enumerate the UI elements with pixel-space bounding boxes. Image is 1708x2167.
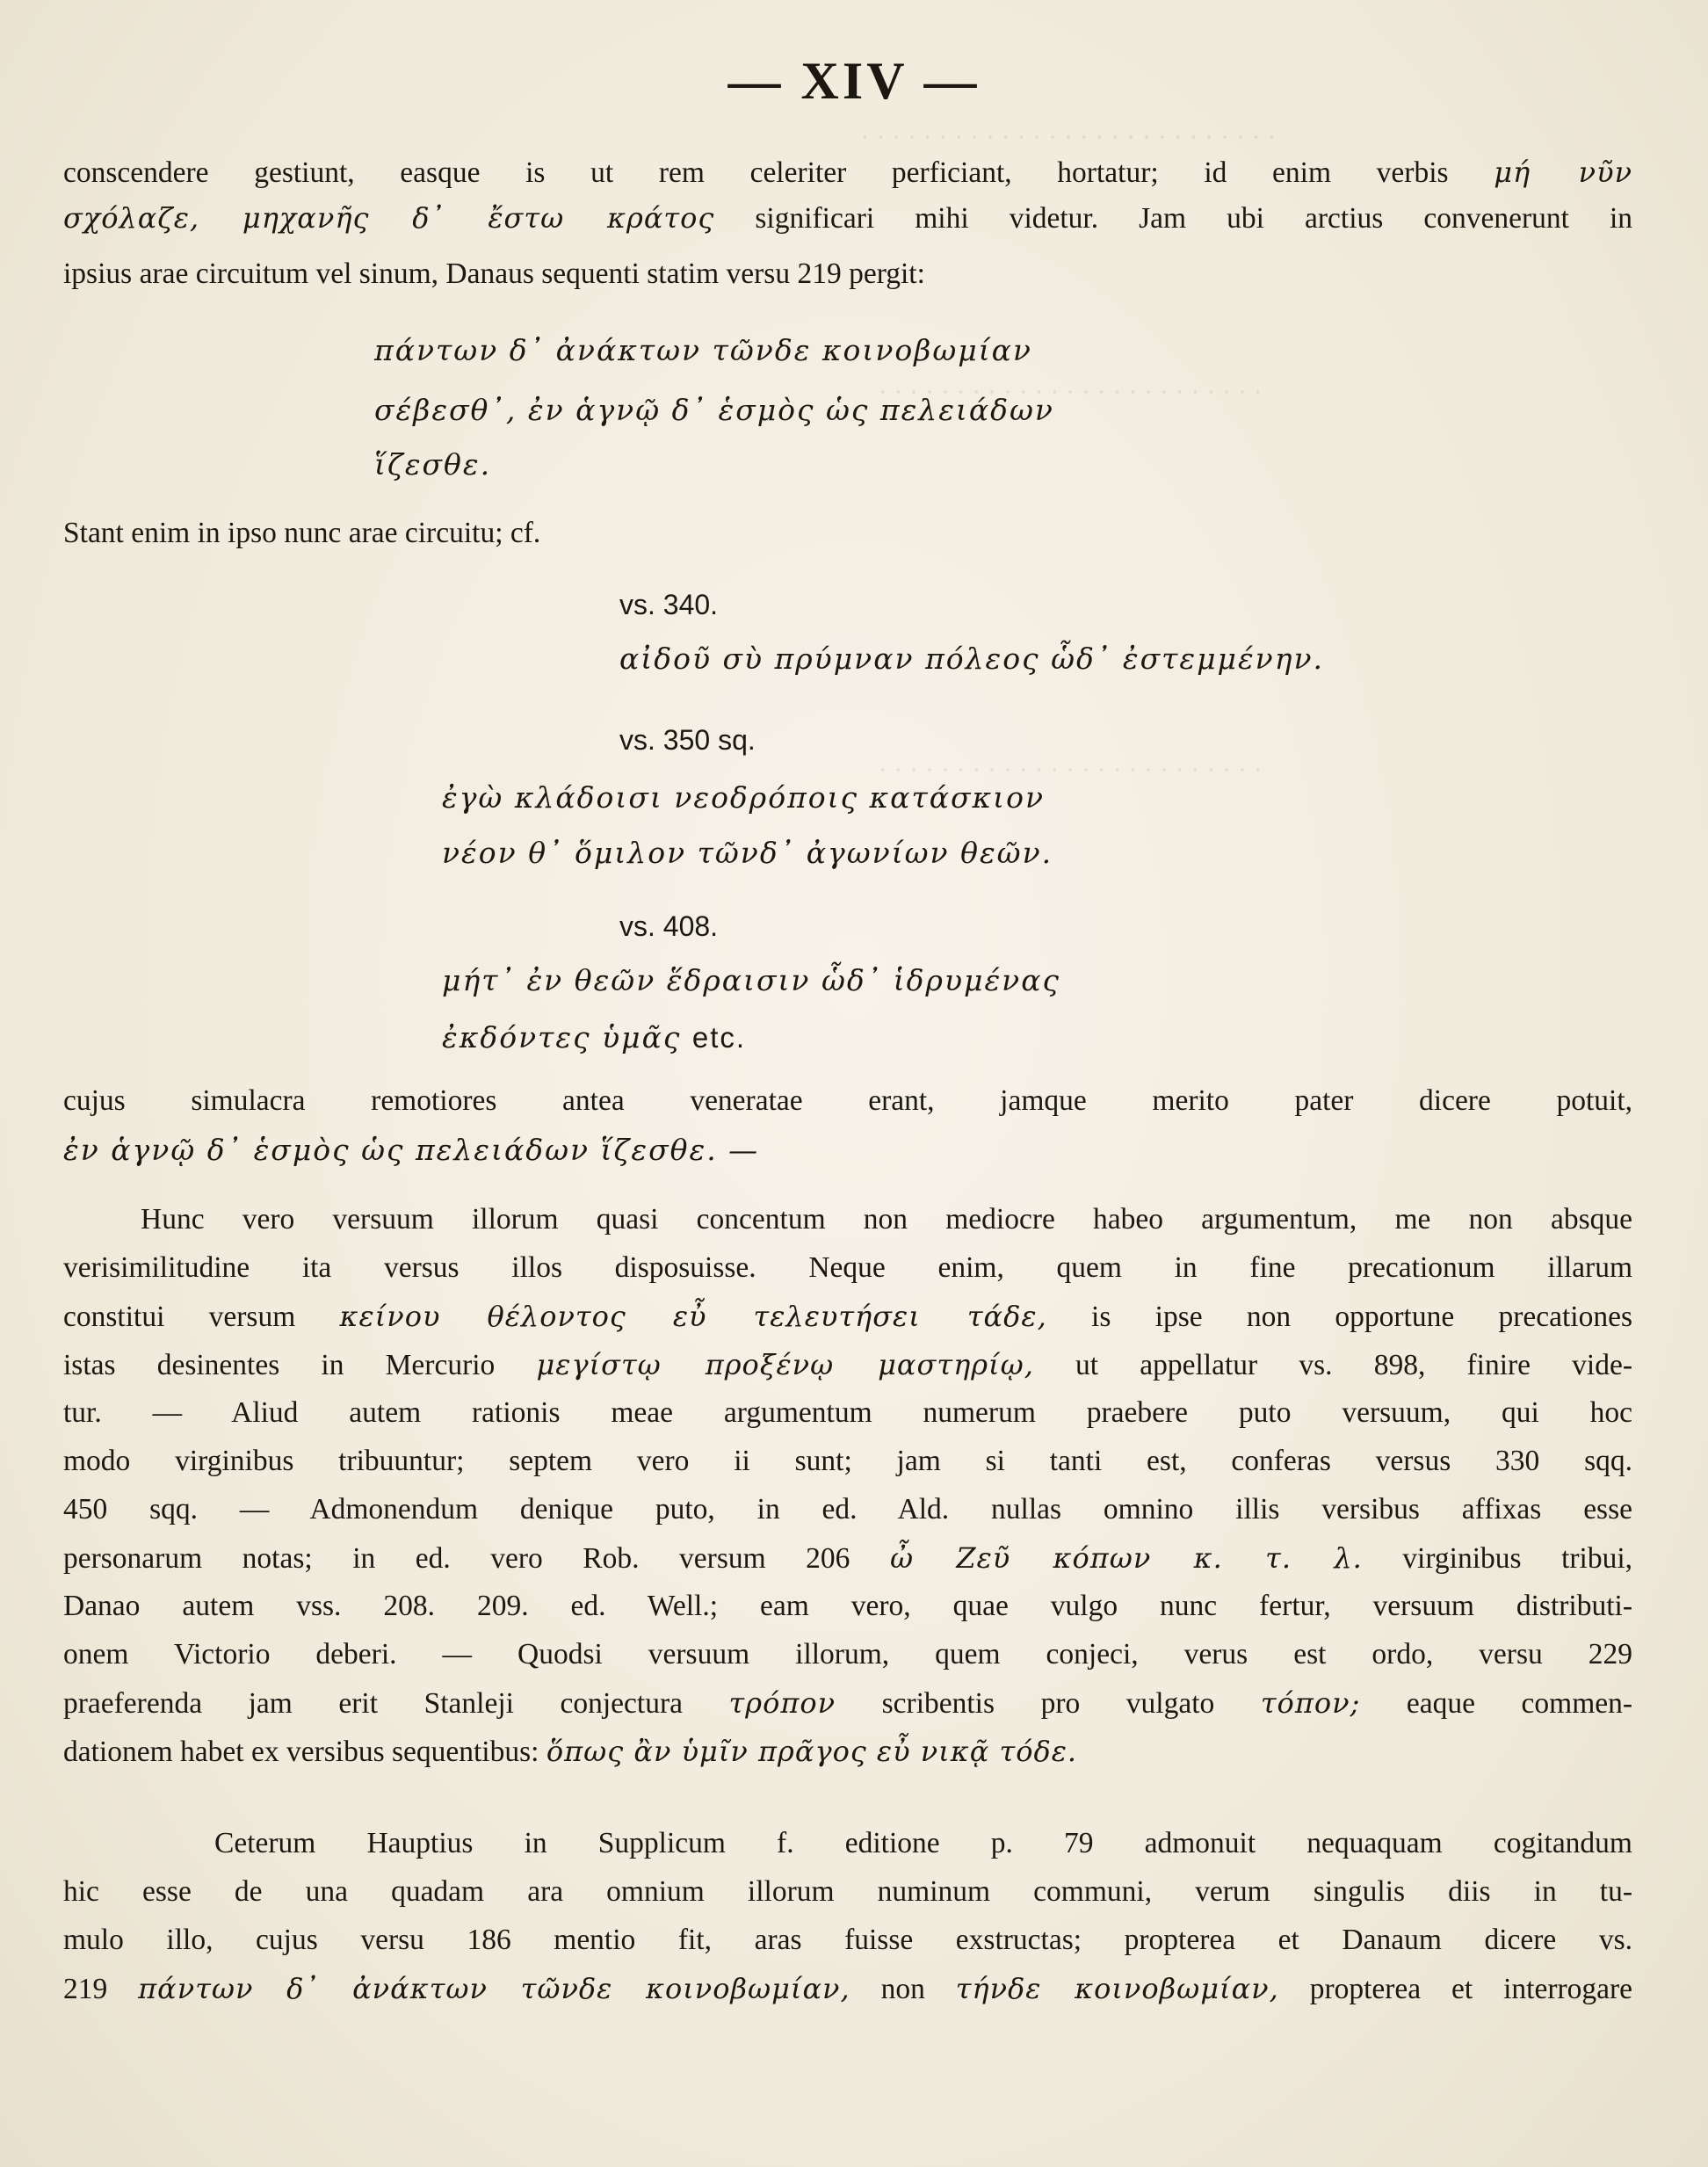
text-line xyxy=(63,199,1632,237)
latin-text: non xyxy=(880,1973,925,2005)
bleed-through-texture: · · · · · · · · · · · · · · · · · · · · · · · · · · · xyxy=(861,123,1276,152)
text-line: Danao autem vss. 208. 209. ed. Well.; eam vero, quae vulgo nunc fertur, versuum distributi- xyxy=(63,1590,1632,1622)
latin-text: istas desinentes in Mercurio xyxy=(63,1349,496,1381)
greek-text: ὦ Ζεῦ κόπων κ. τ. λ. xyxy=(889,1541,1363,1575)
text-line: ipsius arae circuitum vel sinum, Danaus sequenti statim versu 219 pergit: xyxy=(63,257,925,290)
greek-verse: πάντων δ᾽ ἀνάκτων τῶνδε κοινοβωμίαν xyxy=(374,333,1032,367)
greek-text: τόπον; xyxy=(1260,1686,1361,1720)
text-line: hic esse de una quadam ara omnium illorum numinum communi, verum singulis diis in tu- xyxy=(63,1875,1632,1908)
text-line: 450 sqq. — Admonendum denique puto, in ed. Ald. nullas omnino illis versibus affixas esse xyxy=(63,1493,1632,1526)
greek-text: τήνδε κοινοβωμίαν, xyxy=(955,1972,1279,2005)
verse-reference: vs. 408. xyxy=(619,910,719,942)
latin-text: significari mihi videtur. Jam ubi arctius convenerunt in xyxy=(755,202,1633,235)
text-line xyxy=(63,1539,1632,1577)
greek-verse: σέβεσθ᾽, ἐν ἁγνῷ δ᾽ ἑσμὸς ὡς πελειάδων xyxy=(374,393,1054,427)
text-line: Hunc vero versuum illorum quasi concentum non mediocre habeo argumentum, me non absque xyxy=(141,1203,1632,1236)
text-line xyxy=(63,1969,1632,2008)
latin-text: propterea et interrogare xyxy=(1309,1973,1633,2005)
text-line: tur. — Aliud autem rationis meae argumentum numerum praebere puto versuum, qui hoc xyxy=(63,1396,1632,1429)
greek-verse: ἵζεσθε. xyxy=(374,447,492,482)
verse-reference: vs. 340. xyxy=(619,589,719,620)
latin-text: is ipse non opportune precationes xyxy=(1091,1301,1633,1333)
text-line xyxy=(63,1345,1632,1384)
text-line xyxy=(63,1684,1632,1722)
greek-text: κείνου θέλοντος εὖ τελευτήσει τάδε, xyxy=(339,1300,1047,1333)
greek-text: σχόλαζε, μηχανῆς δ᾽ ἔστω κράτος xyxy=(63,201,715,235)
text-line xyxy=(63,153,1632,192)
greek-verse xyxy=(442,1018,746,1057)
latin-text: dationem habet ex versibus sequentibus: xyxy=(63,1736,539,1768)
page-number: — XIV — xyxy=(727,52,981,110)
text-line: onem Victorio deberi. — Quodsi versuum illorum, quem conjeci, verus est ordo, versu 229 xyxy=(63,1638,1632,1671)
verse-reference: vs. 350 sq. xyxy=(619,724,756,756)
text-line xyxy=(63,1732,1632,1771)
latin-text: personarum notas; in ed. vero Rob. versum 206 xyxy=(63,1542,850,1575)
latin-text: constitui versum xyxy=(63,1301,296,1333)
greek-text: μεγίστῳ προξένῳ μαστηρίῳ, xyxy=(536,1348,1034,1381)
greek-text: τρόπον xyxy=(728,1686,836,1720)
latin-text: virginibus tribui, xyxy=(1402,1542,1633,1575)
latin-text: praeferenda jam erit Stanleji conjectura xyxy=(63,1687,683,1720)
greek-verse: αἰδοῦ σὺ πρύμναν πόλεος ὧδ᾽ ἐστεμμένην. xyxy=(619,641,1325,676)
text-line: Stant enim in ipso nunc arae circuitu; cf. xyxy=(63,517,541,549)
latin-text: eaque commen- xyxy=(1406,1687,1633,1720)
bleed-through-texture: · · · · · · · · · · · · · · · · · · · · · · · · · xyxy=(879,378,1263,407)
greek-text: πάντων δ᾽ ἀνάκτων τῶνδε κοινοβωμίαν, xyxy=(138,1972,850,2005)
text-line: Ceterum Hauptius in Supplicum f. editione p. 79 admonuit nequaquam cogitandum xyxy=(214,1827,1632,1859)
greek-verse: νέον θ᾽ ὅμιλον τῶνδ᾽ ἀγωνίων θεῶν. xyxy=(442,836,1053,870)
latin-text: ut appellatur vs. 898, finire vide- xyxy=(1075,1349,1633,1381)
latin-text: scribentis pro vulgato xyxy=(881,1687,1215,1720)
greek-text: μή νῦν xyxy=(1494,156,1633,189)
text-line: cujus simulacra remotiores antea veneratae erant, jamque merito pater dicere potuit, xyxy=(63,1084,1632,1117)
latin-text: etc. xyxy=(691,1021,747,1054)
greek-verse: μήτ᾽ ἐν θεῶν ἕδραισιν ὧδ᾽ ἱδρυμένας xyxy=(442,963,1060,997)
text-line xyxy=(63,1297,1632,1336)
greek-verse: ἐν ἁγνῷ δ᾽ ἑσμὸς ὡς πελειάδων ἵζεσθε. — xyxy=(63,1133,760,1167)
greek-text: ὅπως ἂν ὑμῖν πρᾶγος εὖ νικᾷ τόδε. xyxy=(546,1735,1078,1768)
latin-text: 219 xyxy=(63,1973,108,2005)
text-line: verisimilitudine ita versus illos disposuisse. Neque enim, quem in fine precationum illarum xyxy=(63,1251,1632,1284)
greek-verse: ἐγὼ κλάδοισι νεοδρόποις κατάσκιον xyxy=(442,780,1046,815)
bleed-through-texture: · · · · · · · · · · · · · · · · · · · · · · · · · xyxy=(879,756,1263,785)
latin-text: conscendere gestiunt, easque is ut rem celeriter perficiant, hortatur; id enim verbis xyxy=(63,156,1449,189)
text-line: mulo illo, cujus versu 186 mentio fit, aras fuisse exstructas; propterea et Danaum dicere vs. xyxy=(63,1924,1632,1956)
greek-text: ἐκδόντες ὑμᾶς xyxy=(442,1020,682,1055)
text-line: modo virginibus tribuuntur; septem vero ii sunt; jam si tanti est, conferas versus 330 sqq. xyxy=(63,1445,1632,1477)
